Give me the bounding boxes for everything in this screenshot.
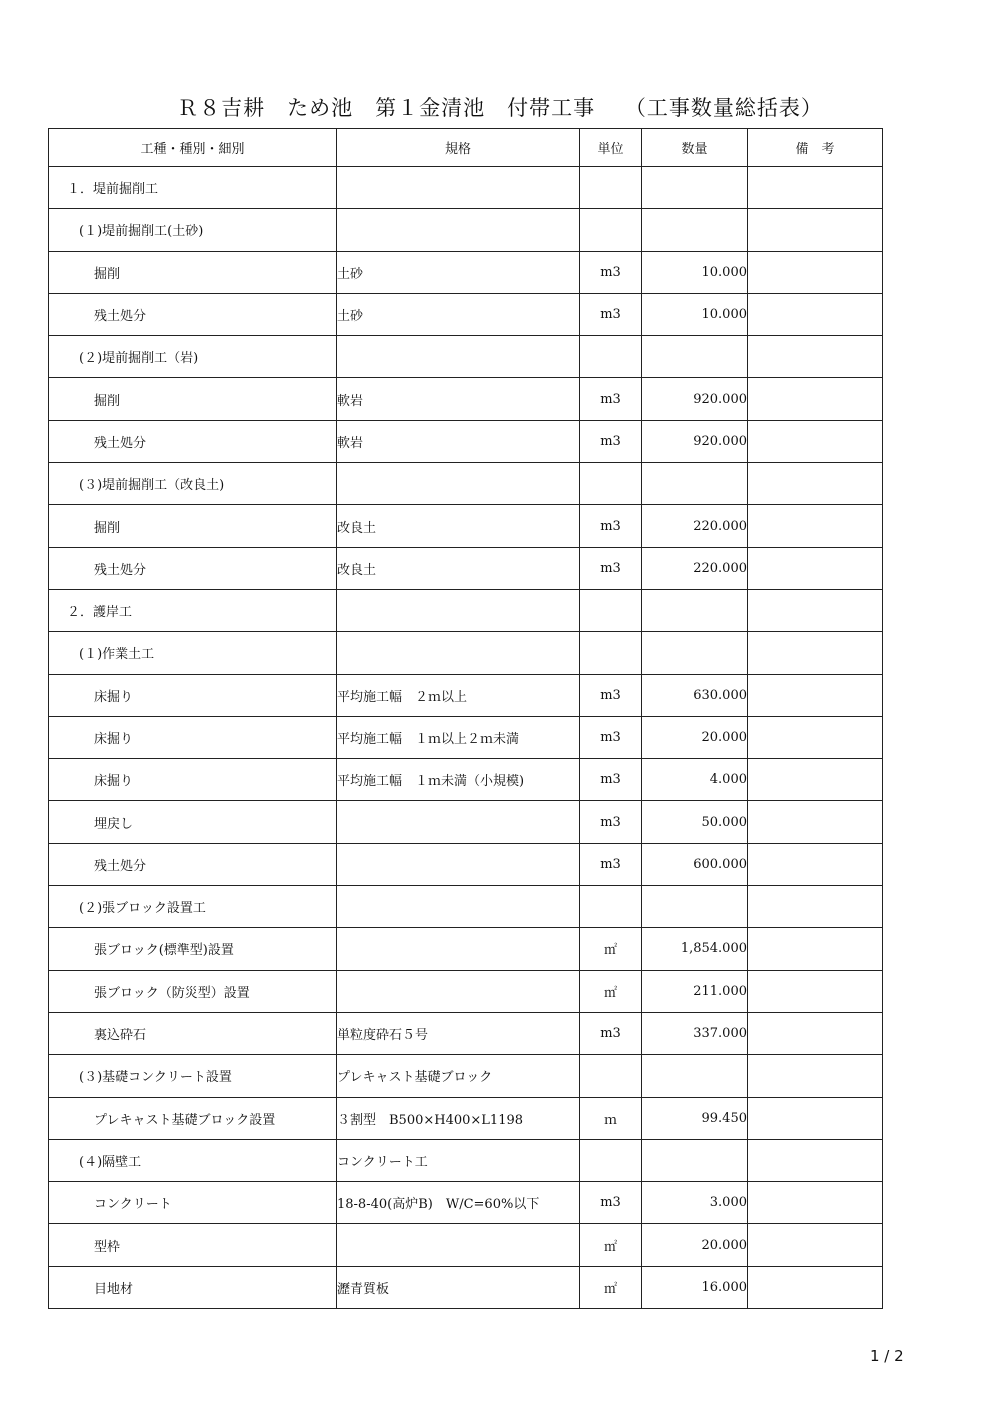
document-title: Ｒ８吉耕 ため池 第１金清池 付帯工事 （工事数量総括表） xyxy=(177,96,823,120)
work-item-name: 床掘り xyxy=(49,716,337,758)
work-item-spec xyxy=(337,589,580,631)
work-item-spec: 改良土 xyxy=(337,505,580,547)
table-row xyxy=(49,1055,883,1097)
work-item-unit xyxy=(580,1139,642,1181)
work-item-remarks xyxy=(748,167,883,209)
work-item-name: 掘削 xyxy=(49,378,337,420)
header-unit: 単位 xyxy=(580,129,642,167)
work-item-name: 床掘り xyxy=(49,674,337,716)
table-row xyxy=(49,209,883,251)
work-item-name: コンクリート xyxy=(49,1182,337,1224)
table-row xyxy=(49,886,883,928)
work-item-unit xyxy=(580,632,642,674)
work-item-name: (４)隔壁工 xyxy=(49,1139,337,1181)
work-item-quantity: 20.000 xyxy=(642,716,748,758)
work-item-quantity xyxy=(642,463,748,505)
work-item-quantity xyxy=(642,1139,748,1181)
work-item-name: 目地材 xyxy=(49,1266,337,1308)
header-quantity: 数量 xyxy=(642,129,748,167)
table-row xyxy=(49,1097,883,1139)
work-item-name: １．堤前掘削工 xyxy=(49,167,337,209)
page-number: 1 / 2 xyxy=(870,1347,904,1365)
work-item-remarks xyxy=(748,632,883,674)
work-item-unit: m3 xyxy=(580,1012,642,1054)
table-row xyxy=(49,1012,883,1054)
work-item-remarks xyxy=(748,589,883,631)
work-item-remarks xyxy=(748,928,883,970)
work-item-quantity xyxy=(642,1055,748,1097)
work-item-name: 型枠 xyxy=(49,1224,337,1266)
work-item-unit xyxy=(580,167,642,209)
work-item-name: 埋戻し xyxy=(49,801,337,843)
work-item-quantity: 920.000 xyxy=(642,378,748,420)
header-remarks: 備 考 xyxy=(748,129,883,167)
work-item-remarks xyxy=(748,1139,883,1181)
work-item-quantity: 220.000 xyxy=(642,505,748,547)
work-item-spec xyxy=(337,209,580,251)
work-item-quantity: 920.000 xyxy=(642,420,748,462)
work-item-remarks xyxy=(748,1182,883,1224)
work-item-name: (１)堤前掘削工(土砂) xyxy=(49,209,337,251)
work-item-unit xyxy=(580,463,642,505)
table-row xyxy=(49,336,883,378)
work-item-quantity: 220.000 xyxy=(642,547,748,589)
work-item-spec xyxy=(337,632,580,674)
work-item-spec: 単粒度砕石５号 xyxy=(337,1012,580,1054)
work-item-spec: 平均施工幅 ２ｍ以上 xyxy=(337,674,580,716)
work-item-remarks xyxy=(748,886,883,928)
table-row xyxy=(49,1182,883,1224)
table-row xyxy=(49,970,883,1012)
work-item-unit: ㎡ xyxy=(580,928,642,970)
work-item-remarks xyxy=(748,547,883,589)
work-item-quantity: 630.000 xyxy=(642,674,748,716)
work-item-remarks xyxy=(748,336,883,378)
table-row xyxy=(49,632,883,674)
work-item-name: 張ブロック（防災型）設置 xyxy=(49,970,337,1012)
work-item-remarks xyxy=(748,463,883,505)
table-row xyxy=(49,1266,883,1308)
work-item-remarks xyxy=(748,420,883,462)
table-row xyxy=(49,505,883,547)
work-item-spec: 平均施工幅 １ｍ未満（小規模) xyxy=(337,759,580,801)
work-item-spec xyxy=(337,801,580,843)
work-item-remarks xyxy=(748,759,883,801)
work-item-name: ２．護岸工 xyxy=(49,589,337,631)
work-item-unit xyxy=(580,1055,642,1097)
work-item-name: 残土処分 xyxy=(49,547,337,589)
work-item-name: 残土処分 xyxy=(49,293,337,335)
work-item-unit: m3 xyxy=(580,378,642,420)
work-item-spec: 軟岩 xyxy=(337,378,580,420)
table-row xyxy=(49,378,883,420)
table-row xyxy=(49,463,883,505)
table-row xyxy=(49,843,883,885)
work-item-name: 残土処分 xyxy=(49,843,337,885)
work-item-quantity: 4.000 xyxy=(642,759,748,801)
table-row xyxy=(49,293,883,335)
work-item-name: (３)堤前掘削工（改良土) xyxy=(49,463,337,505)
work-item-remarks xyxy=(748,209,883,251)
work-item-quantity xyxy=(642,167,748,209)
work-item-spec xyxy=(337,167,580,209)
work-item-remarks xyxy=(748,251,883,293)
work-item-name: 裏込砕石 xyxy=(49,1012,337,1054)
table-row xyxy=(49,801,883,843)
work-item-unit: m3 xyxy=(580,251,642,293)
table-row xyxy=(49,589,883,631)
work-item-unit: m3 xyxy=(580,293,642,335)
work-item-unit xyxy=(580,209,642,251)
work-item-spec: ３割型 B500×H400×L1198 xyxy=(337,1097,580,1139)
work-item-name: 張ブロック(標準型)設置 xyxy=(49,928,337,970)
work-item-remarks xyxy=(748,1266,883,1308)
work-item-spec xyxy=(337,928,580,970)
work-item-quantity: 10.000 xyxy=(642,251,748,293)
work-item-unit: m3 xyxy=(580,801,642,843)
work-item-unit: m3 xyxy=(580,420,642,462)
work-item-spec: 18-8-40(高炉B) W/C=60%以下 xyxy=(337,1182,580,1224)
work-item-remarks xyxy=(748,1224,883,1266)
work-item-unit: ㎡ xyxy=(580,1224,642,1266)
work-item-unit: m3 xyxy=(580,674,642,716)
work-item-remarks xyxy=(748,1055,883,1097)
work-item-quantity xyxy=(642,886,748,928)
work-item-spec xyxy=(337,336,580,378)
work-item-remarks xyxy=(748,1012,883,1054)
work-item-spec: 平均施工幅 １ｍ以上２ｍ未満 xyxy=(337,716,580,758)
work-item-quantity: 10.000 xyxy=(642,293,748,335)
table-row xyxy=(49,420,883,462)
work-item-spec: 瀝青質板 xyxy=(337,1266,580,1308)
work-item-name: (３)基礎コンクリート設置 xyxy=(49,1055,337,1097)
work-item-spec xyxy=(337,886,580,928)
work-item-name: (２)張ブロック設置工 xyxy=(49,886,337,928)
table-row xyxy=(49,1139,883,1181)
work-item-quantity: 16.000 xyxy=(642,1266,748,1308)
table-row xyxy=(49,674,883,716)
work-item-quantity: 3.000 xyxy=(642,1182,748,1224)
work-item-quantity: 50.000 xyxy=(642,801,748,843)
work-item-name: 床掘り xyxy=(49,759,337,801)
work-item-unit: m3 xyxy=(580,505,642,547)
work-item-unit: m3 xyxy=(580,843,642,885)
work-item-unit: ㎡ xyxy=(580,970,642,1012)
table-row xyxy=(49,167,883,209)
work-item-spec xyxy=(337,970,580,1012)
work-item-quantity: 99.450 xyxy=(642,1097,748,1139)
work-item-name: 掘削 xyxy=(49,505,337,547)
work-item-remarks xyxy=(748,674,883,716)
work-item-quantity: 1,854.000 xyxy=(642,928,748,970)
work-item-remarks xyxy=(748,505,883,547)
work-item-quantity xyxy=(642,589,748,631)
work-item-spec xyxy=(337,463,580,505)
quantity-summary-table xyxy=(48,128,883,1309)
work-item-spec: 改良土 xyxy=(337,547,580,589)
work-item-remarks xyxy=(748,801,883,843)
work-item-name: (２)堤前掘削工（岩) xyxy=(49,336,337,378)
work-item-name: プレキャスト基礎ブロック設置 xyxy=(49,1097,337,1139)
table-row xyxy=(49,251,883,293)
work-item-unit: ｍ xyxy=(580,1097,642,1139)
work-item-name: (１)作業土工 xyxy=(49,632,337,674)
table-row xyxy=(49,1224,883,1266)
work-item-unit: m3 xyxy=(580,759,642,801)
work-item-quantity xyxy=(642,336,748,378)
work-item-quantity: 211.000 xyxy=(642,970,748,1012)
work-item-remarks xyxy=(748,970,883,1012)
work-item-quantity xyxy=(642,632,748,674)
work-item-spec xyxy=(337,843,580,885)
work-item-spec: 土砂 xyxy=(337,293,580,335)
work-item-unit: m3 xyxy=(580,716,642,758)
work-item-quantity xyxy=(642,209,748,251)
header-work-type: 工種・種別・細別 xyxy=(49,129,337,167)
work-item-spec xyxy=(337,1224,580,1266)
work-item-unit: m3 xyxy=(580,1182,642,1224)
work-item-name: 掘削 xyxy=(49,251,337,293)
work-item-unit: ㎡ xyxy=(580,1266,642,1308)
work-item-remarks xyxy=(748,716,883,758)
work-item-unit xyxy=(580,336,642,378)
work-item-spec: コンクリート工 xyxy=(337,1139,580,1181)
table-row xyxy=(49,759,883,801)
work-item-remarks xyxy=(748,378,883,420)
work-item-remarks xyxy=(748,293,883,335)
table-row xyxy=(49,547,883,589)
work-item-name: 残土処分 xyxy=(49,420,337,462)
work-item-remarks xyxy=(748,843,883,885)
work-item-spec: 土砂 xyxy=(337,251,580,293)
header-specification: 規格 xyxy=(337,129,580,167)
work-item-spec: 軟岩 xyxy=(337,420,580,462)
work-item-unit xyxy=(580,886,642,928)
work-item-unit xyxy=(580,589,642,631)
work-item-spec: プレキャスト基礎ブロック xyxy=(337,1055,580,1097)
work-item-unit: m3 xyxy=(580,547,642,589)
table-row xyxy=(49,928,883,970)
work-item-quantity: 337.000 xyxy=(642,1012,748,1054)
table-header-row xyxy=(49,129,883,167)
table-row xyxy=(49,716,883,758)
work-item-quantity: 600.000 xyxy=(642,843,748,885)
work-item-remarks xyxy=(748,1097,883,1139)
work-item-quantity: 20.000 xyxy=(642,1224,748,1266)
